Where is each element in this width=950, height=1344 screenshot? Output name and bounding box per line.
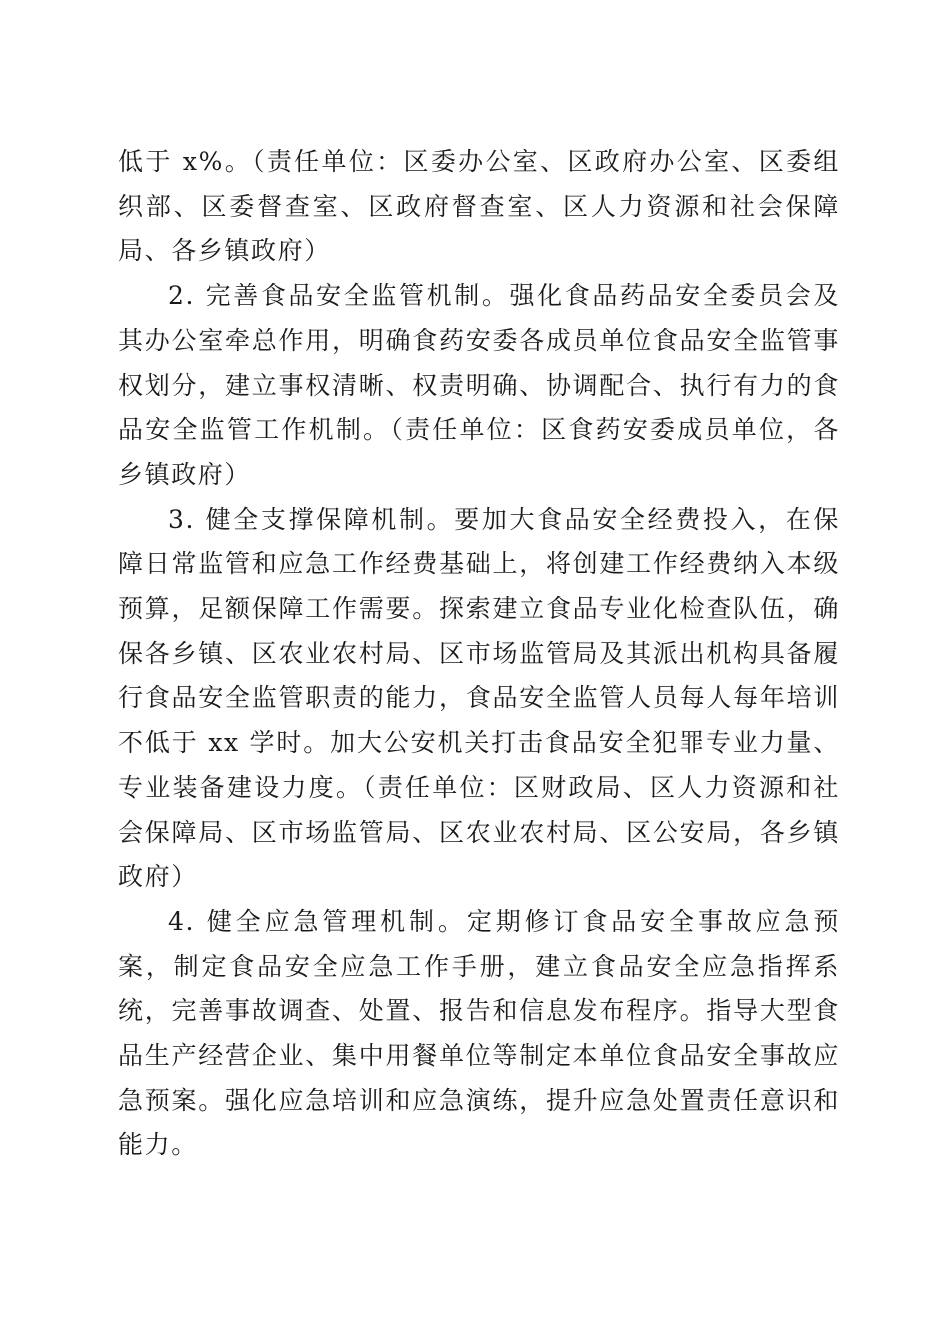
- document-body: [118, 140, 840, 1168]
- paragraph-item-3: 3. 健全支撑保障机制。要加大食品安全经费投入，在保障日常监管和应急工作经费基础上，将创建工作经费纳入本级预算，足额保障工作需要。探索建立食品专业化检查队伍，确保各乡镇、区农业农村局、区市场监管局及其派出机构具备履行食品安全监管职责的能力，食品安全监管人员每人每年培训不低于 xx 学时。加大公安机关打击食品安全犯罪专业力量、专业装备建设力度。（责任单位：区财政局、区人力资源和社会保障局、区市场监管局、区农业农村局、区公安局，各乡镇政府）: [118, 504, 840, 892]
- paragraph-item-2: 2. 完善食品安全监管机制。强化食品药品安全委员会及其办公室牵总作用，明确食药安委各成员单位食品安全监管事权划分，建立事权清晰、权责明确、协调配合、执行有力的食品安全监管工作机制。（责任单位：区食药安委成员单位，各乡镇政府）: [118, 281, 840, 489]
- paragraph-continuation: 低于 x%。（责任单位：区委办公室、区政府办公室、区委组织部、区委督查室、区政府督查室、区人力资源和社会保障局、各乡镇政府）: [118, 147, 840, 266]
- paragraph-item-4: 4. 健全应急管理机制。定期修订食品安全事故应急预案，制定食品安全应急工作手册，建立食品安全应急指挥系统，完善事故调查、处置、报告和信息发布程序。指导大型食品生产经营企业、集中用餐单位等制定本单位食品安全事故应急预案。强化应急培训和应急演练，提升应急处置责任意识和能力。: [118, 906, 840, 1160]
